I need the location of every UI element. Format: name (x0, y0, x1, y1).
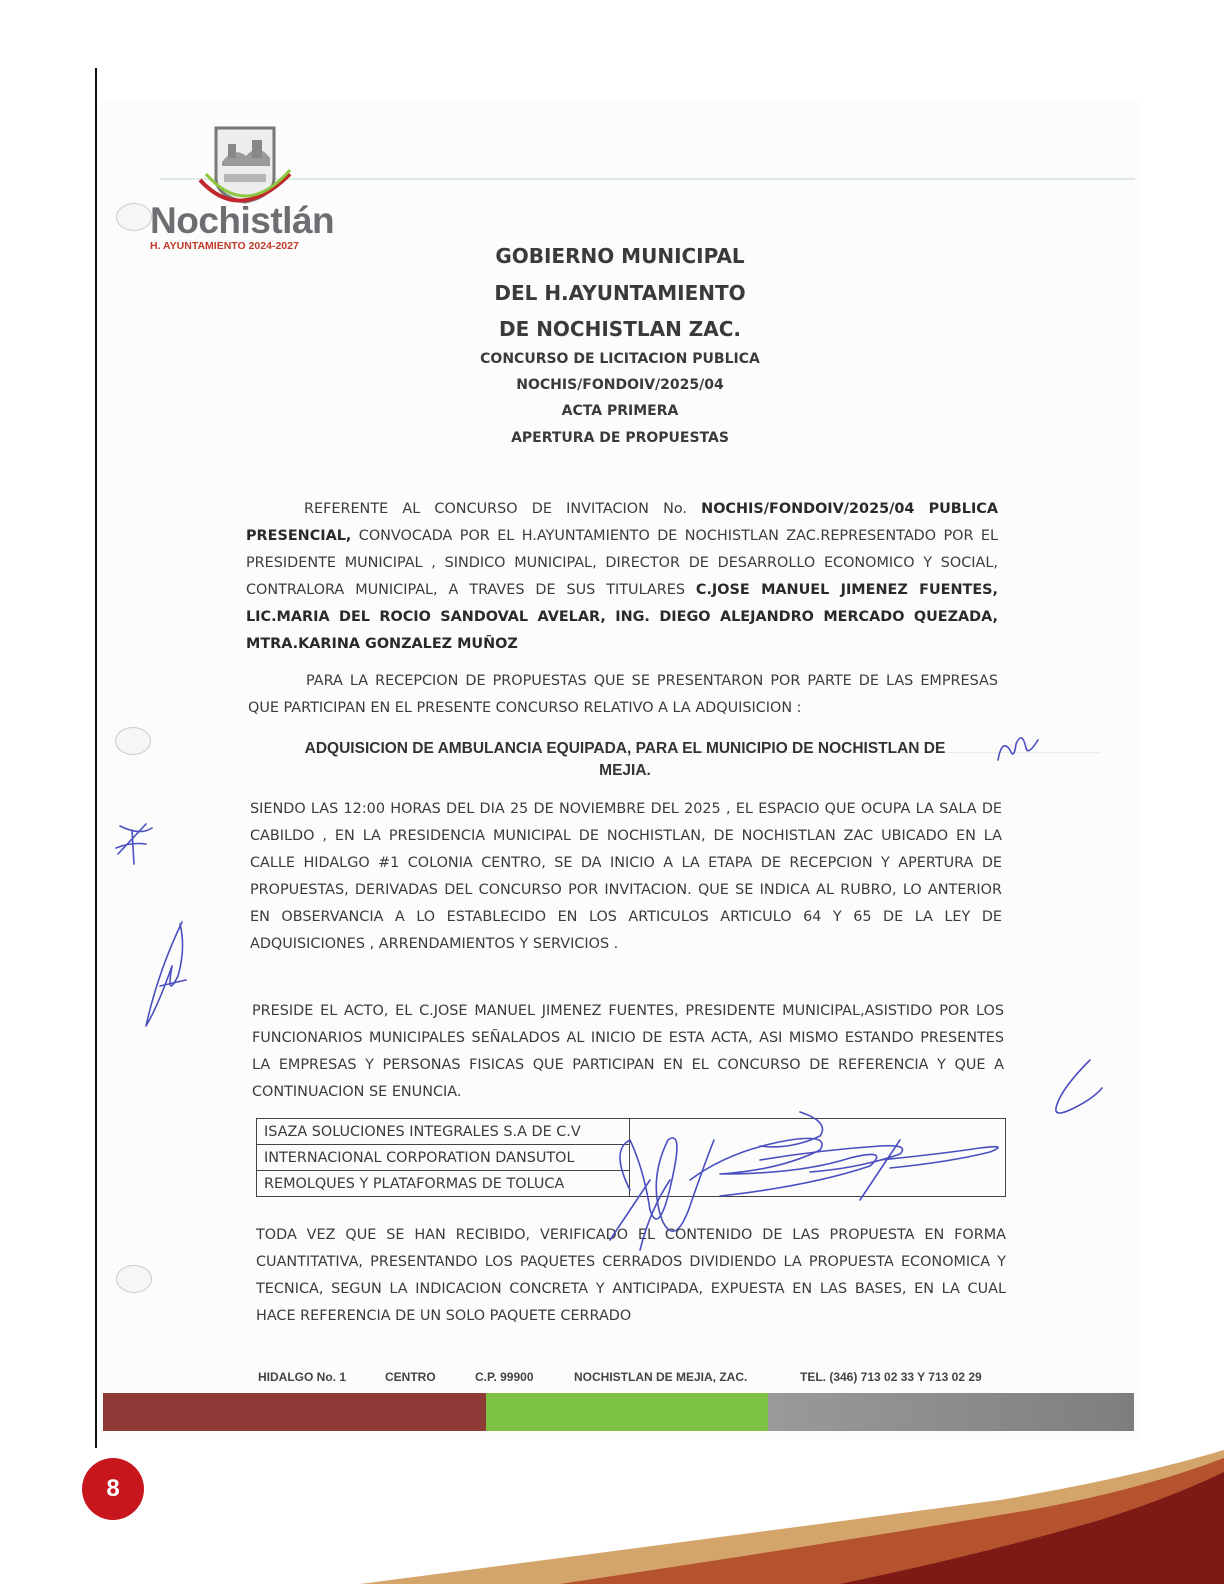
table-row (257, 1119, 1006, 1145)
contest-type: PUBLICA PRESENCIAL, (246, 501, 999, 544)
intro-text: REFERENTE AL CONCURSO DE INVITACION No. (304, 501, 702, 517)
footer-band-gray (768, 1393, 1134, 1431)
left-margin-rule (95, 68, 97, 1448)
logo-subtitle: H. AYUNTAMIENTO 2024-2027 (150, 240, 299, 252)
header-location: DE NOCHISTLAN ZAC. (498, 317, 742, 341)
page-number-badge: 8 (82, 1458, 144, 1520)
paragraph-session-details: SIENDO LAS 12:00 HORAS DEL DIA 25 DE NOVIEMBRE DEL 2025 , EL ESPACIO QUE OCUPA LA SALA DE CABILDO , EN LA PRESIDENCIA MUNICIPAL DE NOCHISTLAN, DE NOCHISTLAN ZAC UBICADO EN LA CALLE HIDALGO #1 COLONIA CENTRO, SE DA INICIO A LA ETAPA DE RECEPCION Y APERTURA DE PROPUESTAS, DERIVADAS DEL CONCURSO POR INVITACION. QUE SE INDICA AL RUBRO, LO ANTERIOR EN OBSERVANCIA A LO ESTABLECIDO EN LOS ARTICULOS ARTICULO 64 Y 65 DE LA LEY DE ADQUISICIONES , ARRENDAMIENTOS Y SERVICIOS . (250, 801, 1002, 952)
bidder-name: ISAZA SOLUCIONES INTEGRALES S.A DE C.V (257, 1119, 630, 1145)
bidder-name: INTERNACIONAL CORPORATION DANSUTOL (257, 1145, 630, 1171)
punch-hole (116, 1265, 152, 1293)
signature-cell (630, 1119, 1006, 1197)
acquisition-subject: ADQUISICION DE AMBULANCIA EQUIPADA, PARA EL MUNICIPIO DE NOCHISTLAN DE MEJIA. (304, 740, 946, 779)
punch-hole (115, 727, 151, 755)
header-ayuntamiento: DEL H.AYUNTAMIENTO (494, 281, 746, 305)
header-government: GOBIERNO MUNICIPAL (495, 244, 745, 268)
header-contest-type: CONCURSO DE LICITACION PUBLICA (480, 351, 760, 367)
footer-city: NOCHISTLAN DE MEJIA, ZAC. (574, 1370, 748, 1384)
paragraph-presiding: PRESIDE EL ACTO, EL C.JOSE MANUEL JIMENEZ FUENTES, PRESIDENTE MUNICIPAL,ASISTIDO POR LOS FUNCIONARIOS MUNICIPALES SEÑALADOS AL INICIO DE ESTA ACTA, ASI MISMO ESTANDO PRESENTES LA EMPRESAS Y PERSONAS FISICAS QUE PARTICIPAN EN EL CONCURSO DE REFERENCIA Y QUE A CONTINUACION SE ENUNCIA. (252, 1003, 1004, 1100)
footer-postal-code: C.P. 99900 (475, 1370, 534, 1384)
bidders-table (256, 1118, 1006, 1197)
footer-band-maroon (103, 1393, 486, 1431)
header-act-subtitle: APERTURA DE PROPUESTAS (511, 430, 729, 446)
contest-code: NOCHIS/FONDOIV/2025/04 (701, 501, 915, 517)
footer-street: HIDALGO No. 1 (258, 1370, 347, 1384)
logo-wordmark: Nochistlán (150, 200, 335, 241)
footer-colonia: CENTRO (385, 1370, 436, 1384)
footer-band-green (486, 1393, 768, 1431)
paragraph-intro (246, 496, 998, 658)
header-contest-code: NOCHIS/FONDOIV/2025/04 (516, 377, 724, 393)
intro-body: CONVOCADA POR EL H.AYUNTAMIENTO DE NOCHISTLAN ZAC.REPRESENTADO POR EL PRESIDENTE MUNICIPAL , SINDICO MUNICIPAL, DIRECTOR DE DESARROLLO ECONOMICO Y SOCIAL, CONTRALORA MUNICIPAL, A TRAVES DE SUS TITULARES (246, 528, 998, 598)
official-names: C.JOSE MANUEL JIMENEZ FUENTES, LIC.MARIA DEL ROCIO SANDOVAL AVELAR, ING. DIEGO ALEJANDRO MERCADO QUEZADA, MTRA.KARINA GONZALEZ MUÑOZ (246, 582, 998, 652)
paragraph-verification: TODA VEZ QUE SE HAN RECIBIDO, VERIFICADO EL CONTENIDO DE LAS PROPUESTA EN FORMA CUANTITATIVA, PRESENTANDO LOS PAQUETES CERRADOS DIVIDIENDO LA PROPUESTA ECONOMICA Y TECNICA, SEGUN LA INDICACION CONCRETA Y ANTICIPADA, EXPUESTA EN LAS BASES, EN LA CUAL HACE REFERENCIA DE UN SOLO PAQUETE CERRADO (256, 1227, 1006, 1324)
header-act-title: ACTA PRIMERA (561, 403, 679, 419)
paragraph-reception: PARA LA RECEPCION DE PROPUESTAS QUE SE PRESENTARON POR PARTE DE LAS EMPRESAS QUE PARTICIPAN EN EL PRESENTE CONCURSO RELATIVO A LA ADQUISICION : (248, 673, 998, 716)
footer-phone: TEL. (346) 713 02 33 Y 713 02 29 (800, 1370, 982, 1384)
bidder-name: REMOLQUES Y PLATAFORMAS DE TOLUCA (257, 1171, 630, 1197)
